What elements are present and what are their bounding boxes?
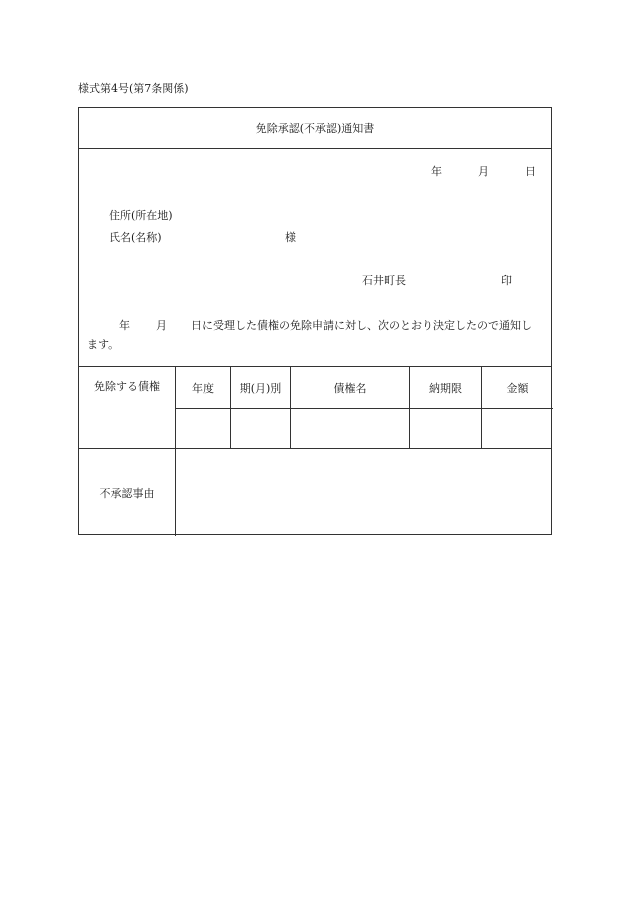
address-label: 住所(所在地) — [109, 209, 173, 222]
header-amount: 金額 — [506, 381, 529, 395]
cell-due-date — [410, 409, 481, 449]
cell-debt-name — [291, 409, 409, 449]
date-day-label: 日 — [525, 165, 536, 178]
notice-body — [79, 149, 551, 367]
honorific-label: 様 — [285, 231, 296, 244]
cell-amount — [482, 409, 553, 449]
rejection-reason-section — [79, 449, 551, 536]
form-title-row — [79, 108, 551, 149]
date-year-label: 年 — [431, 165, 442, 178]
header-due-date: 納期限 — [429, 381, 462, 395]
rejection-reason-label: 不承認事由 — [79, 449, 176, 536]
form-title: 免除承認(不承認)通知書 — [255, 122, 375, 135]
rejection-reason-field — [176, 449, 553, 536]
cell-period — [231, 409, 290, 449]
notice-text-line1: 日に受理した債権の免除申請に対し、次のとおり決定したので通知し — [191, 319, 532, 332]
issuer-title: 石井町長 — [362, 274, 406, 287]
date-month-label: 月 — [478, 165, 489, 178]
header-debt-name: 債権名 — [333, 381, 367, 395]
notice-text-line2: ます。 — [87, 338, 120, 351]
notice-paragraph — [87, 316, 549, 354]
header-period: 期(月)別 — [239, 381, 282, 395]
seal-mark: 印 — [501, 274, 512, 287]
form-number: 様式第4号(第7条関係) — [78, 82, 189, 95]
debt-table — [176, 367, 553, 448]
cell-fiscal-year — [176, 409, 230, 449]
debt-section — [79, 367, 551, 449]
name-label: 氏名(名称) — [109, 231, 162, 244]
receipt-year-label: 年 — [119, 319, 130, 332]
debt-section-label: 免除する債権 — [79, 367, 176, 448]
receipt-month-label: 月 — [156, 319, 167, 332]
notice-form — [78, 107, 552, 535]
header-fiscal-year: 年度 — [192, 381, 214, 395]
